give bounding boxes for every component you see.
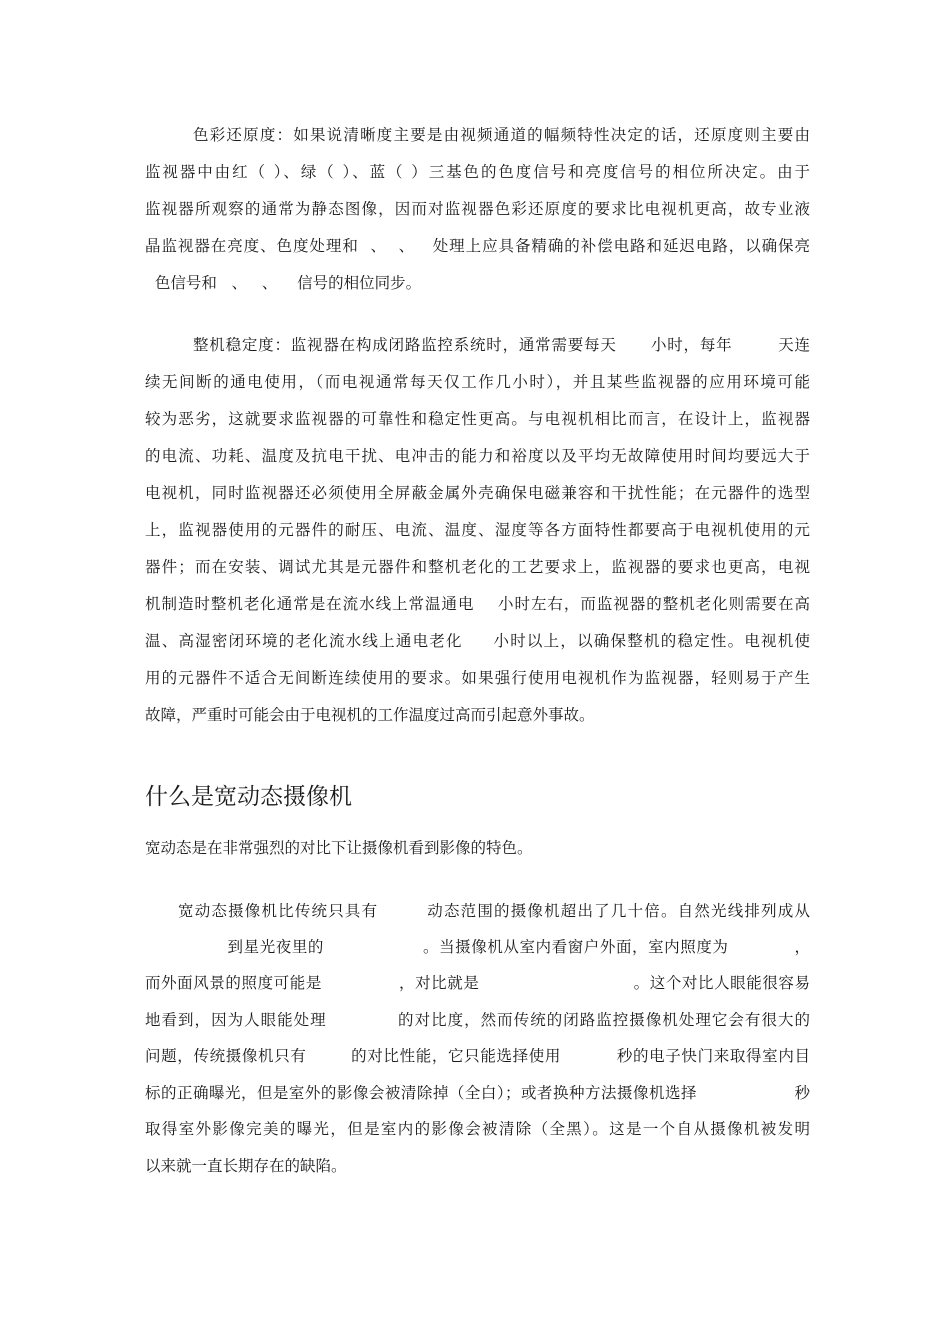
paragraph-line: 标的正确曝光，但是室外的影像会被清除掉（全白）；或者换种方法摄像机选择 秒: [145, 1084, 810, 1102]
paragraph-line: 宽动态摄像机比传统只具有 动态范围的摄像机超出了几十倍。自然光线排列成从: [178, 902, 810, 920]
paragraph-line: 晶监视器在亮度、色度处理和 、 、 处理上应具备精确的补偿电路和延迟电路，以确保亮: [145, 237, 810, 255]
paragraph-line: 监视器中由红（ ）、绿（ ）、蓝（ ）三基色的色度信号和亮度信号的相位所决定。由于: [145, 163, 810, 181]
intro-text: 宽动态是在非常强烈的对比下让摄像机看到影像的特色。: [145, 839, 533, 857]
paragraph-line: 整机稳定度：监视器在构成闭路监控系统时，通常需要每天 小时，每年 天连: [193, 336, 810, 354]
paragraph-line: 续无间断的通电使用，（而电视通常每天仅工作几小时），并且某些监视器的应用环境可能: [145, 373, 810, 391]
paragraph-line: 以来就一直长期存在的缺陷。: [145, 1157, 347, 1175]
paragraph-line: 取得室外影像完美的曝光，但是室内的影像会被清除（全黑）。这是一个自从摄像机被发明: [145, 1120, 810, 1138]
paragraph-line: 较为恶劣，这就要求监视器的可靠性和稳定性更高。与电视机相比而言，在设计上，监视器: [145, 410, 810, 428]
paragraph-line: 色彩还原度：如果说清晰度主要是由视频通道的幅频特性决定的话，还原度则主要由: [193, 126, 810, 144]
paragraph-line: 的电流、功耗、温度及抗电干扰、电冲击的能力和裕度以及平均无故障使用时间均要远大于: [145, 447, 810, 465]
paragraph-line: 上，监视器使用的元器件的耐压、电流、温度、湿度等各方面特性都要高于电视机使用的元: [145, 521, 810, 539]
paragraph-line: 地看到，因为人眼能处理 的对比度，然而传统的闭路监控摄像机处理它会有很大的: [145, 1011, 810, 1029]
paragraph-line: 用的元器件不适合无间断连续使用的要求。如果强行使用电视机作为监视器，轻则易于产生: [145, 669, 810, 687]
paragraph-line: 而外面风景的照度可能是 ，对比就是 。这个对比人眼能很容易: [145, 974, 810, 992]
paragraph-line: 器件；而在安装、调试尤其是元器件和整机老化的工艺要求上，监视器的要求也更高，电视: [145, 558, 810, 576]
paragraph-line: 机制造时整机老化通常是在流水线上常温通电 小时左右，而监视器的整机老化则需要在高: [145, 595, 810, 613]
paragraph-line: 问题，传统摄像机只有 的对比性能，它只能选择使用 秒的电子快门来取得室内目: [145, 1047, 810, 1065]
paragraph-line: 温、高湿密闭环境的老化流水线上通电老化 小时以上，以确保整机的稳定性。电视机使: [145, 632, 810, 650]
paragraph-line: 到星光夜里的 。当摄像机从室内看窗户外面，室内照度为 ，: [145, 938, 810, 956]
paragraph-line: 故障，严重时可能会由于电视机的工作温度过高而引起意外事故。: [145, 706, 595, 724]
section-heading: 什么是宽动态摄像机: [145, 784, 352, 811]
paragraph-line: 电视机，同时监视器还必须使用全屏蔽金属外壳确保电磁兼容和干扰性能；在元器件的选型: [145, 484, 810, 502]
paragraph-line: 监视器所观察的通常为静态图像，因而对监视器色彩还原度的要求比电视机更高，故专业液: [145, 200, 810, 218]
paragraph-line: 色信号和 、 、 信号的相位同步。: [145, 274, 422, 292]
